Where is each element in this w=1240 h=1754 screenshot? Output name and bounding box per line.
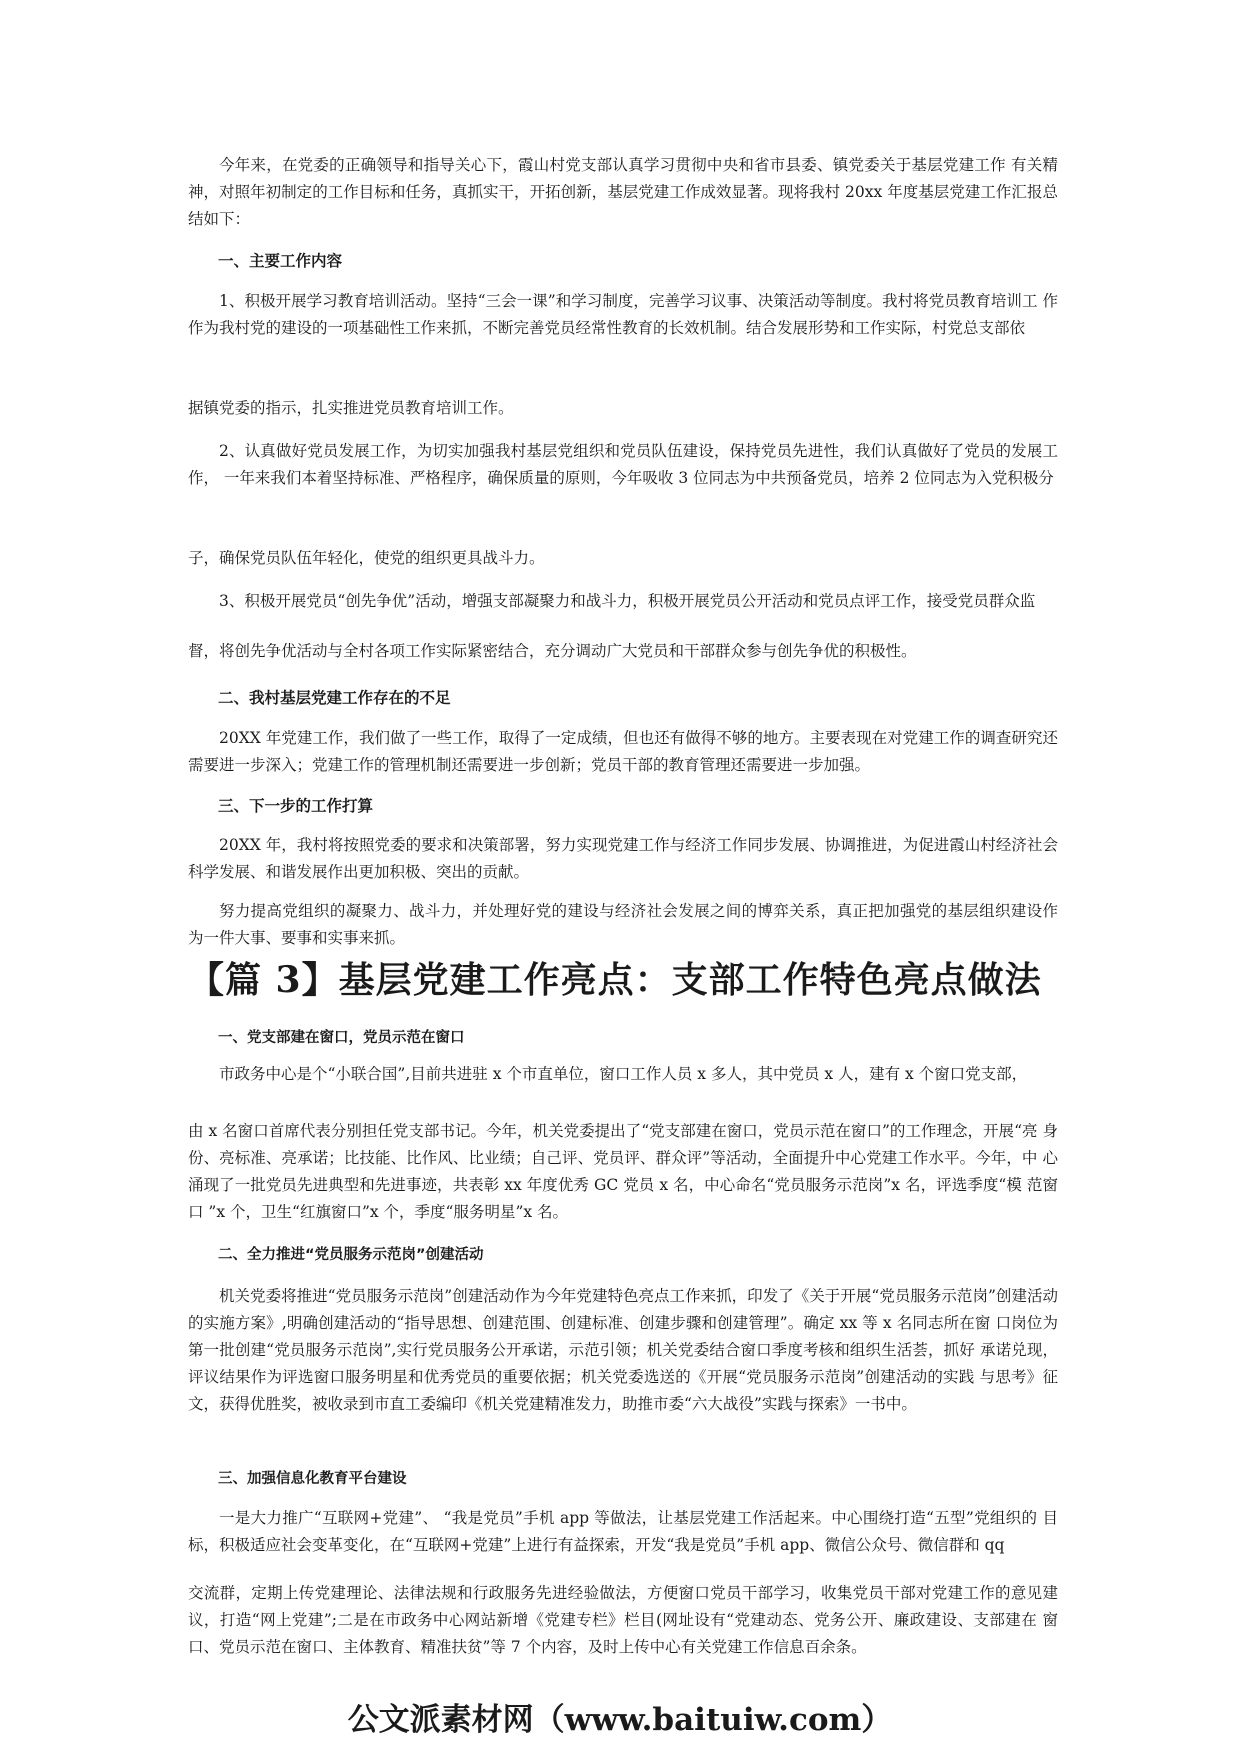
section1-paragraph-1a: 1、积极开展学习教育培训活动。坚持“三会一课”和学习制度，完善学习议事、决策活动等制度。我村将党员教育培训工 作作为我村党的建设的一项基础性工作来抓，不断完善党员经常性教育的长效机制。结合发展形势和工作实际，村党总支部依 (188, 292, 1058, 337)
section2-heading: 二、我村基层党建工作存在的不足 (218, 689, 451, 707)
section1-heading: 一、主要工作内容 (218, 252, 343, 270)
article3-heading-1: 一、党支部建在窗口，党员示范在窗口 (218, 1030, 465, 1046)
section1-paragraph-3a: 3、积极开展党员“创先争优”活动，增强支部凝聚力和战斗力，积极开展党员公开活动和党员点评工作，接受党员群众监 (219, 592, 1036, 610)
article3-heading-2: 二、全力推进“党员服务示范岗”创建活动 (218, 1247, 484, 1263)
section3-paragraph-1: 20XX 年，我村将按照党委的要求和决策部署，努力实现党建工作与经济工作同步发展、协调推进，为促进霞山村经济社会 科学发展、和谐发展作出更加积极、突出的贡献。 (188, 836, 1058, 881)
article3-paragraph-2: 机关党委将推进“党员服务示范岗”创建活动作为今年党建特色亮点工作来抓，印发了《关于开展“党员服务示范岗”创建活动的实施方案》,明确创建活动的“指导思想、创建范围、创建标准、创建步骤和创建管理”。确定 xx 等 x 名同志所在窗 口岗位为第一批创建“党员服务示范岗”,实行党员服务公开承诺，示范引领；机关党委结合窗口季度考核和组织生活荟，抓好 承诺兑现，评议结果作为评选窗口服务明星和优秀党员的重要依据；机关党委选送的《开展“党员服务示范岗”创建活动的实践 与思考》征文，获得优胜奖，被收录到市直工委编印《机关党建精准发力，助推市委“六大战役”实践与探索》一书中。 (188, 1287, 1058, 1413)
article3-paragraph-3b: 交流群，定期上传党建理论、法律法规和行政服务先进经验做法，方便窗口党员干部学习，收集党员干部对党建工作的意见建 议，打造“网上党建”;二是在市政务中心网站新增《党建专栏》栏目(网址设有“党建动态、党务公开、廉政建设、支部建在 窗口、党员示范在窗口、主体教育、精准扶贫”等 7 个内容，及时上传中心有关党建工作信息百余条。 (188, 1584, 1058, 1656)
section1-paragraph-2a: 2、认真做好党员发展工作，为切实加强我村基层党组织和党员队伍建设，保持党员先进性，我们认真做好了党员的发展工 作， 一年来我们本着坚持标准、严格程序，确保质量的原则，今年吸收 3 位同志为中共预备党员，培养 2 位同志为入党积极分 (188, 442, 1058, 487)
section3-heading: 三、下一步的工作打算 (218, 797, 374, 815)
section3-paragraph-2: 努力提高党组织的凝聚力、战斗力，并处理好党的建设与经济社会发展之间的博弈关系，真正把加强党的基层组织建设作 为一件大事、要事和实事来抓。 (188, 902, 1058, 947)
section2-paragraph: 20XX 年党建工作，我们做了一些工作，取得了一定成绩，但也还有做得不够的地方。主要表现在对党建工作的调查研究还 需要进一步深入；党建工作的管理机制还需要进一步创新；党员干部的教育管理还需要进一步加强。 (188, 729, 1058, 774)
article3-paragraph-1a: 市政务中心是个“小联合国”,目前共进驻 x 个市直单位，窗口工作人员 x 多人，其中党员 x 人，建有 x 个窗口党支部， (219, 1065, 1028, 1083)
section1-paragraph-3b: 督，将创先争优活动与全村各项工作实际紧密结合，充分调动广大党员和干部群众参与创先争优的积极性。 (188, 642, 917, 660)
article3-heading-3: 三、加强信息化教育平台建设 (218, 1471, 407, 1487)
article3-title: 【篇 3】基层党建工作亮点：支部工作特色亮点做法 (188, 959, 1042, 1001)
footer-watermark: 公文派素材网（www.baituiw.com） (347, 1702, 893, 1738)
section1-paragraph-2b: 子，确保党员队伍年轻化，使党的组织更具战斗力。 (188, 549, 545, 567)
article3-paragraph-3a: 一是大力推广“互联网+党建”、 “我是党员”手机 app 等做法，让基层党建工作活起来。中心围绕打造“五型”党组织的 目标，积极适应社会变革变化，在“互联网+党建”上进行有益探索，开发“我是党员”手机 app、微信公众号、微信群和 qq (188, 1509, 1058, 1554)
article3-paragraph-1b: 由 x 名窗口首席代表分别担任党支部书记。今年，机关党委提出了“党支部建在窗口，党员示范在窗口”的工作理念，开展“亮 身份、亮标准、亮承诺；比技能、比作风、比业绩；自己评、党员评、群众评”等活动，全面提升中心党建工作水平。今年，中 心涌现了一批党员先进典型和先进事迹，共表彰 xx 年度优秀 GC 党员 x 名，中心命名“党员服务示范岗”x 名，评选季度“模 范窗口 ”x 个，卫生“红旗窗口”x 个，季度“服务明星”x 名。 (188, 1122, 1058, 1221)
section1-paragraph-1b: 据镇党委的指示，扎实推进党员教育培训工作。 (188, 399, 514, 417)
intro-paragraph: 今年来，在党委的正确领导和指导关心下，霞山村党支部认真学习贯彻中央和省市县委、镇党委关于基层党建工作 有关精 神，对照年初制定的工作目标和任务，真抓实干，开拓创新，基层党建工作成效显著。现将我村 20xx 年度基层党建工作汇报总 结如下： (188, 156, 1058, 228)
